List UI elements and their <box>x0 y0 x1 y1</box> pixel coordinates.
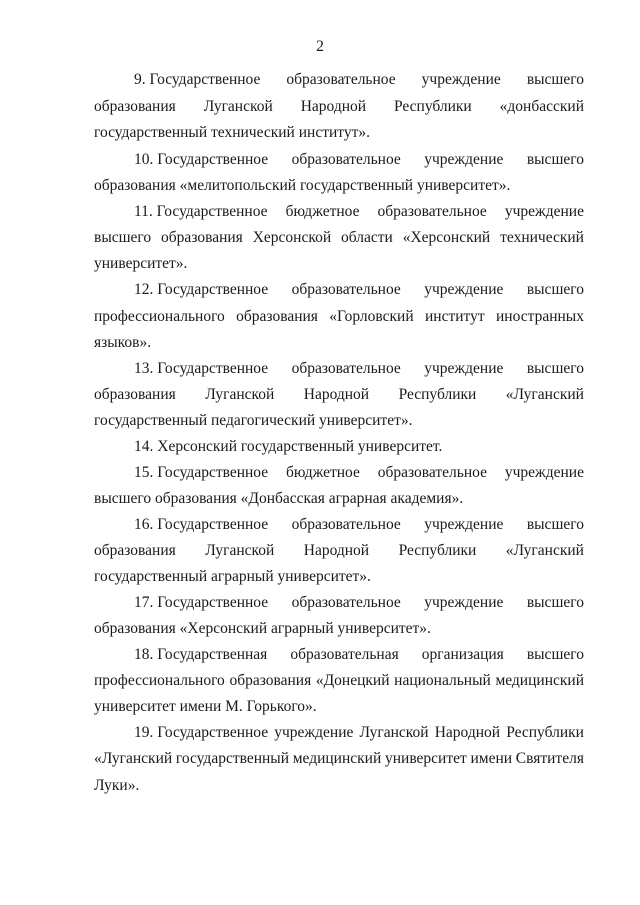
word: Республики <box>398 386 477 403</box>
word: высшего <box>526 360 584 377</box>
word: бюджетное <box>285 203 360 220</box>
text-line <box>134 70 584 90</box>
word: «Херсонский <box>402 229 491 246</box>
text-line <box>94 541 584 561</box>
word: медицинский <box>292 750 382 767</box>
word: образовательное <box>291 360 401 377</box>
word: образовательное <box>377 203 487 220</box>
word: учреждение <box>504 203 584 220</box>
word: Луганской <box>203 98 273 115</box>
word: области <box>341 229 393 246</box>
text-line <box>94 228 584 248</box>
word: Народной <box>303 542 370 559</box>
word: имени <box>470 750 513 767</box>
word: высшего <box>526 516 584 533</box>
word: 15. Государственное <box>134 464 269 481</box>
text-line <box>134 150 584 170</box>
text-line <box>134 202 584 222</box>
word: «Луганский <box>505 542 584 559</box>
word: профессионального <box>94 308 225 325</box>
word: учреждение <box>421 71 501 88</box>
text-line <box>94 671 584 691</box>
text-line: образования «Херсонский аграрный университет». <box>94 620 431 637</box>
text-line <box>134 515 584 535</box>
word: образования <box>94 98 176 115</box>
word: 12. Государственное <box>134 281 269 298</box>
word: государственный <box>175 750 290 767</box>
word: Народной <box>434 724 501 741</box>
word: Луганской <box>205 386 275 403</box>
text-line: образования «мелитопольский государственный университет». <box>94 177 511 194</box>
word: Херсонской <box>252 229 332 246</box>
text-line <box>134 593 584 613</box>
word: образовательное <box>286 71 396 88</box>
text-line: университет». <box>94 255 188 272</box>
word: Народной <box>300 98 367 115</box>
word: высшего <box>526 646 584 663</box>
text-line <box>134 645 584 665</box>
word: учреждение <box>424 594 504 611</box>
word: 11. Государственное <box>134 203 268 220</box>
word: образования <box>161 229 243 246</box>
text-line: государственный технический институт». <box>94 124 370 141</box>
word: Республики <box>393 98 472 115</box>
text-line <box>134 723 584 743</box>
word: организация <box>421 646 504 663</box>
word: 10. Государственное <box>134 151 269 168</box>
word: 13. Государственное <box>134 360 269 377</box>
word: Луганской <box>359 724 429 741</box>
word: образовательная <box>290 646 399 663</box>
word: институт <box>425 308 485 325</box>
word: образовательное <box>291 594 401 611</box>
word: университет <box>384 750 467 767</box>
word: образовательное <box>291 151 401 168</box>
word: образовательное <box>377 464 487 481</box>
word: учреждение <box>424 151 504 168</box>
word: высшего <box>526 594 584 611</box>
word: национальный <box>394 672 491 689</box>
word: 19. Государственное <box>134 724 269 741</box>
word: образования <box>94 386 176 403</box>
word: образовательное <box>291 281 401 298</box>
word: учреждение <box>504 464 584 481</box>
text-line: высшего образования «Донбасская аграрная академия». <box>94 490 464 507</box>
word: образования <box>236 308 318 325</box>
text-line <box>134 359 584 379</box>
word: медицинский <box>495 672 584 689</box>
word: учреждение <box>424 360 504 377</box>
word: учреждение <box>424 281 504 298</box>
word: учреждение <box>424 516 504 533</box>
text-line: университет имени М. Горького». <box>94 698 317 715</box>
text-line <box>134 280 584 300</box>
page-number: 2 <box>316 38 324 55</box>
word: Народной <box>303 386 370 403</box>
word: технический <box>500 229 584 246</box>
word: 18. Государственная <box>134 646 268 663</box>
text-line: государственный аграрный университет». <box>94 568 371 585</box>
word: иностранных <box>496 308 584 325</box>
word: 9. Государственное <box>134 71 261 88</box>
word: учреждение <box>274 724 354 741</box>
text-line <box>94 385 584 405</box>
word: бюджетное <box>286 464 360 481</box>
word: 17. Государственное <box>134 594 269 611</box>
text-line: Луки». <box>94 777 140 794</box>
word: Республики <box>506 724 584 741</box>
text-line: 14. Херсонский государственный университет. <box>134 438 443 455</box>
word: Республики <box>398 542 477 559</box>
word: высшего <box>526 151 584 168</box>
word: высшего <box>94 229 152 246</box>
word: «Донецкий <box>315 672 390 689</box>
word: «Горловский <box>329 308 414 325</box>
text-line <box>94 307 584 327</box>
word: высшего <box>526 71 584 88</box>
word: образования <box>229 672 312 689</box>
text-line <box>94 97 584 117</box>
text-line <box>94 749 584 769</box>
word: Святителя <box>515 750 584 767</box>
word: 16. Государственное <box>134 516 269 533</box>
text-line: государственный педагогический университет». <box>94 412 413 429</box>
word: «Луганский <box>94 750 173 767</box>
text-line: языков». <box>94 334 152 351</box>
word: высшего <box>526 281 584 298</box>
word: образовательное <box>291 516 401 533</box>
word: профессионального <box>94 672 225 689</box>
word: «Луганский <box>505 386 584 403</box>
word: образования <box>94 542 176 559</box>
word: Луганской <box>205 542 275 559</box>
text-line <box>134 463 584 483</box>
word: «донбасский <box>499 98 584 115</box>
